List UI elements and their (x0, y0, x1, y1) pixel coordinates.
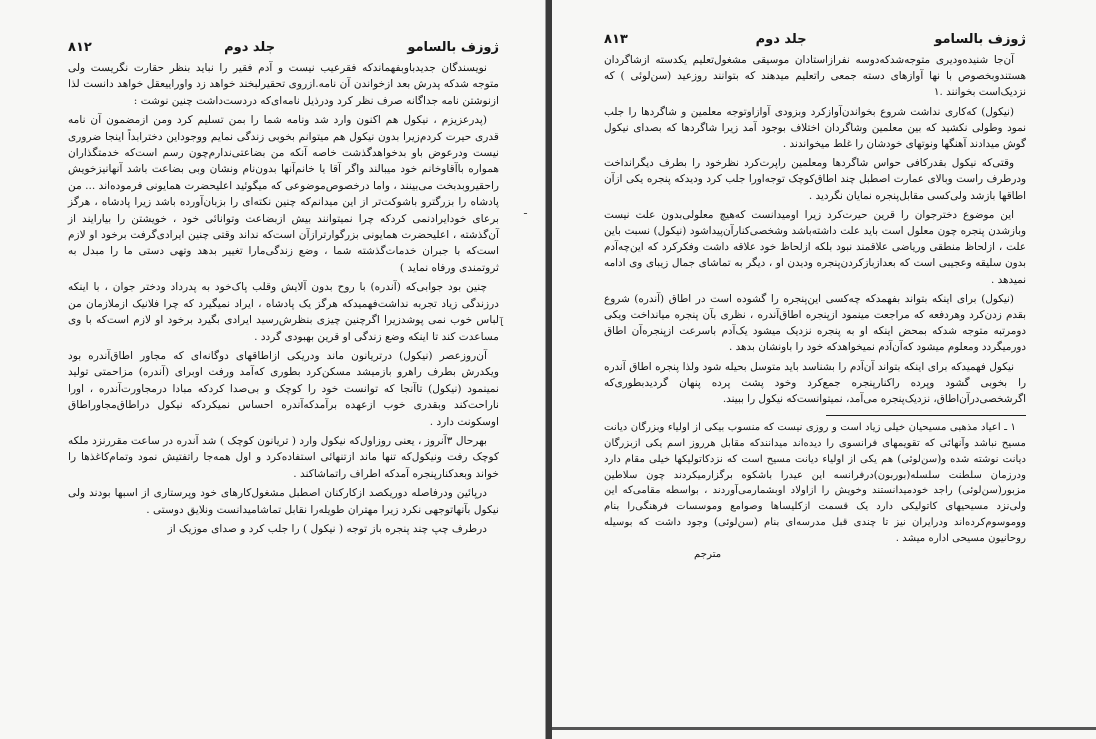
paragraph: (پدرعزیزم ، نیکول هم اکنون وارد شد ونامه شما را بمن تسلیم کرد ومن ازمضمون آن نامه قدری حیرت کردم‌زیرا بدون نیکول هم میتوانم بخوبی زندگی نمایم ووجوداین دخترابداً اینجا ضروری نیست ودرعوض باو بدخواهدگذشت خاصه آنکه من بضاعتی‌ندارم‌چون رسم است‌که خدمتگذاران همواره باآقاوخانم خود میبالند واگر آقا یا خانم‌آنها بدون‌نام ونشان وبی بضاعت باشد آنهانیزخویش راحقیروبدبخت می‌بینند ، واما درخصوص‌موضوعی که میگوئید اعلیحضرت همایونی فرموده‌اند ... من پادشاه را بزرگترو باشوکت‌تر از این میدانم‌که چنین نکته‌ای را بزبان‌آورده باشد زیرا پادشاه ، هرگز برعای خودایرادنمی کردکه چرا نمیتوانند بیش ازبضاعت وتوانائی خود ، خویشتن را بیارایند از آن‌گذشته ، اعلیحضرت همایونی بزرگوارتر‌ازآن است‌که نداند وقتی چنین ایرادی‌گرفت برخود او لازم است‌که با جبران خدمات‌گذشته شما ، وضع زندگی‌مارا تغییر بدهد وتهی دستی ما را مبدل به ثروتمندی ورفاه نماید ) (68, 114, 499, 274)
paragraph: درطرف چپ چند پنجره باز توجه ( نیکول ) را جلب کرد و صدای موزیک از (167, 522, 487, 535)
paragraph: وقتی‌که نیکول بقدرکافی حواس شاگردها ومعلمین راپرت‌کرد نظرخود را بطرف دیگرانداخت ودرطرف راست وبالای عمارت اصطبل چند اطاق‌کوچک توجه‌اورا جلب کرد ودیدکه پنجره یکی ازآن اطاقها بازشد ولی‌کسی مقابل‌پنجره نمایان نگردید . (604, 157, 1026, 202)
left-page (0, 0, 546, 739)
paragraph: آن‌جا شنیده‌ودیری متوجه‌شدکه‌دوسه نفرازاستادان موسیقی مشغول‌تعلیم یکدسته ازشاگردان هستندوبخصوص با نها آوازهای دسته جمعی راتعلیم میدهند که بتوانند روزعید (سن‌لوئی ) که نزدیک‌است بخوانند .۱ (604, 54, 1026, 99)
footnote (604, 420, 1026, 546)
left-page-title: ژوزف بالسامو (407, 40, 499, 55)
paragraph: این موضوع دخترجوان را قرین حیرت‌کرد زیرا اومیدانست که‌هیچ معلولی‌بدون علت نیست وبازشدن پنجره چون معلول است باید علت داشته‌باشد وشخصی‌کنارآن‌پیداشود (نیکول) نسبت باین علت ، ازلحاظ منطقی وریاضی علاقمند نبود بلکه ازلحاظ خود علاقه داشت وفکرکرد که این‌چه‌آدم بدون سلیقه وعجیبی است که بعدازبازکردن‌پنجره ودیدن او ، دیگر به تماشای جمال زیبای وی ادامه نمیدهد . (604, 208, 1026, 286)
paragraph: درپائین ودرفاصله دوریکصد ازکارکنان اصطبل مشغول‌کارهای خود وپرستاری از اسبها بودند ولی نیکول بآنهاتوجهی نکرد زیرا مهتران طویله‌را نقابل تماشامیدانست ونلایق دوستی . (68, 487, 499, 516)
footnote-text: ۱ ـ اعیاد مذهبی مسیحیان خیلی زیاد است و روزی نیست که منسوب بیکی از اولیاء وبزرگان دیانت مسیح نباشد وآنهائی که تقویمهای فرانسوی را دیده‌اند میدانندکه مقابل هرروز اسم یکی ازبزرگان دیانت نوشته شده و(سن‌لوئی) هم یکی از اولیاء دیانت مسیح است که نزدکاتولیکها خیلی مقام دارد ودرزمان سلطنت سلسله(بوربون)درفرانسه این عیدرا باشکوه برگزارمیکردند چون سلاطین مزبور(سن‌لوئی) راجد خودمیدانستند وخویش را ازاولاد اوبشمارمی‌آوردند ، بواسطه مقامی‌که این ولی‌نزد مسیحیهای کاتولیکی دارد یک قسمت ازکلیساها وصوامع وموسسات فرهنگی‌را بنام ووموسوم‌کرده‌اند ودرایران نیز تا چندی قبل مدرسه‌ای بنام (سن‌لوئی) وجود داشت که بوسیله روحانیون مسیحی اداره میشد . (604, 422, 1026, 544)
left-page-header (68, 40, 499, 55)
right-page-number: ۸۱۳ (604, 32, 628, 47)
paragraph: آن‌روزعصر (نیکول) درتریانون ماند ودریکی ازاطاقهای دوگانه‌ای که مجاور اطاق‌آندره بود ویکدرش بطرف راهرو بازمیشد مسکن‌کرد بطوری که‌آمد ورفت اوبرای (آندره) مزاحمتی تولید نمینمود (نیکول) تاآنجا که توانست خود را کوچک و بی‌صدا کردکه مبادا درمجاورت‌آندره ، اورا ناراحت‌کند وبقدری خوب ازعهده برآمدکه‌آندره احساس نمیکردکه نیکول دراطاق‌مجاوراطاق اوسکونت دارد . (68, 349, 499, 428)
footnote-divider (826, 415, 1026, 416)
page-bottom-edge (552, 727, 1096, 730)
paragraph: (نیکول) برای اینکه بتواند بفهمدکه چه‌کسی این‌پنجره را گشوده است در اطاق (آندره) شروع بقدم زدن‌کرد وهردفعه که مراجعت مینمود ازپنجره اطاق‌آندره ، نظری بآن پنجره میانداخت ویکی دومرتبه متوجه شدکه بمحض اینکه او به پنجره نزدیک میشود یک‌آدم باسرعت ازپنجره‌آن اطاق دورمیگردد ومعلوم میشود که‌آن‌آدم نمیخواهدکه خود را باونشان بدهد . (604, 292, 1026, 354)
left-page-body (68, 60, 499, 537)
right-page-volume: جلد دوم (755, 32, 807, 47)
translator-credit (694, 547, 1026, 562)
translator-label: مترجم (694, 548, 722, 560)
right-page-header (604, 32, 1026, 47)
right-page (552, 0, 1096, 739)
margin-mark: ـ (524, 206, 527, 217)
paragraph: چنین بود جوابی‌که (آندره) با روح بدون آلایش وقلب پاک‌خود به پدرداد ودختر جوان ، با اینکه درزندگی زیاد تجربه نداشت‌فهمیدکه هرگز یک پادشاه ، ایراد نمیگیرد که چرا فلانیک ازملازمان من لباس خوب نمی پوشدزیرا اگرچنین چیزی بنظرش‌رسید ایرادی بگیرد برخود او لازم است‌که با وی مساعدت کند تا اینکه وضع زندگی او قرین بهبودی گردد . (68, 281, 499, 343)
paragraph: نویسندگان جدیدباوبفهماندکه فقرعیب نیست و آدم فقیر را نباید بنظر حقارت نگریست ولی متوجه شدکه پدرش بعد ازخواندن آن نامه.ازروی تحقیرلبخند خواهد زد واوراییعقل خواهد دانست لذا ازنوشتن نامه جداگانه صرف نظر کرد ودرذیل نامه‌ای‌که دردست‌داشت چنین نوشت : (68, 62, 499, 107)
margin-mark: ﺂ (500, 318, 504, 329)
paragraph: بهرحال ۳آنروز ، یعنی روزاول‌که نیکول وارد ( تریانون کوچک ) شد آندره در ساعت مقررنزد ملکه کوچک رفت ونیکول‌که تنها ماند ازتنهائی استفاده‌کرد و اول همه‌جا راتفتیش نمود وتمام‌کاغذها را خواند وبعدکنارپنجره آمدکه اطراف راتماشاکند . (68, 434, 499, 480)
right-page-body (604, 52, 1026, 407)
paragraph: نیکول فهمیدکه برای اینکه بتواند آن‌آدم را بشناسد باید متوسل بحیله شود ولذا پنجره اطاق آندره را بخوبی گشود وپرده راکنارپنجره جمع‌کرد وخود پشت پرده پنهان گردیدبطوری‌که اگرشخصی‌درآن‌اطاق، نزدیک‌پنجره می‌آمد، نمیتوانست‌که نیکول را ببیند. (604, 360, 1026, 406)
left-page-volume: جلد دوم (224, 40, 276, 55)
left-page-number: ۸۱۲ (68, 40, 92, 55)
paragraph: (نیکول) که‌کاری نداشت شروع بخواندن‌آوازکرد وبزودی آوازاوتوجه معلمین و شاگردها را جلب نمود وطولی نکشید که بین معلمین وشاگردان اختلاف بوجود آمد زیرا شاگردها که بصدای نیکول گوش میدادند آهنگها ونوتهای خودشان را غلط میخواندند . (604, 105, 1026, 151)
right-page-title: ژوزف بالسامو (934, 32, 1026, 47)
